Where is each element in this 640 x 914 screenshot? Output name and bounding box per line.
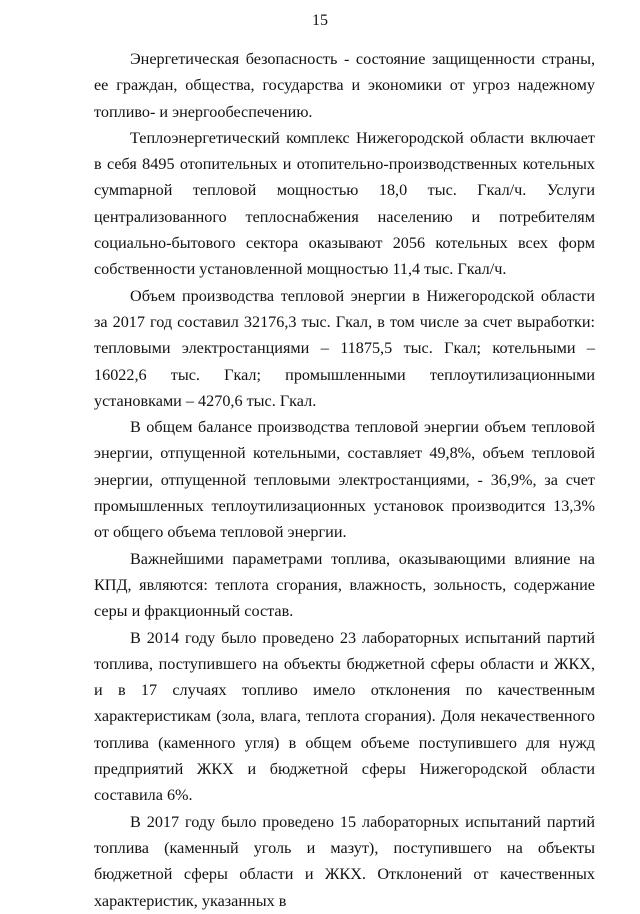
paragraph-heat-production-volume: Объем производства тепловой энергии в Нижегородской области за 2017 год составил 32176,3 тыс. Гкал, в том числе за счет выработки: тепловыми электростанциями – 11875,5 тыс. Гкал; котельными – 16022,6 тыс. Гкал; промышленными теплоутилизационными установками – 4270,6 тыс. Гкал. [94,286,595,410]
page-number: 15 [312,12,328,29]
paragraph-heat-complex: Теплоэнергетический комплекс Нижегородской области включает в себя 8495 отопительных и отопительно-производственных котельных сумmарной тепловой мощностью 18,0 тыс. Гкал/ч. Услуги централизованного теплоснабжения населению и потребителям социально-бытового сектора оказывают 2056 котельных всех форм собственности установленной мощностью 11,4 тыс. Гкал/ч. [94,128,595,279]
document-body [94,46,595,914]
paragraph-energy-security: Энергетическая безопасность - состояние защищенности страны, ее граждан, общества, государства и экономики от угроз надежному топливо- и энергообеспечению. [94,50,595,121]
paragraph-fuel-parameters: Важнейшими параметрами топлива, оказывающими влияние на КПД, являются: теплота сгорания, влажность, зольность, содержание серы и фракционный состав. [94,549,595,621]
paragraph-tests-2017: В 2017 году было проведено 15 лабораторных испытаний партий топлива (каменный уголь и мазут), поступившего на объекты бюджетной сферы области и ЖКХ. Отклонений от качественных характеристик, указанных в [94,812,595,910]
paragraph-tests-2014: В 2014 году было проведено 23 лабораторных испытаний партий топлива, поступившего на объекты бюджетной сферы области и ЖКХ, и в 17 случаях топливо имело отклонения по качественным характеристикам (зола, влага, теплота сгорания). Доля некачественного топлива (каменного угля) в общем объеме поступившего для нужд предприятий ЖКХ и бюджетной сферы Нижегородской области составила 6%. [94,628,595,805]
paragraph-heat-balance: В общем балансе производства тепловой энергии объем тепловой энергии, отпущенной котельными, составляет 49,8%, объем тепловой энергии, отпущенной тепловыми электростанциями, - 36,9%, за счет промышленных теплоутилизационных установок производится 13,3% от общего объема тепловой энергии. [94,418,595,542]
